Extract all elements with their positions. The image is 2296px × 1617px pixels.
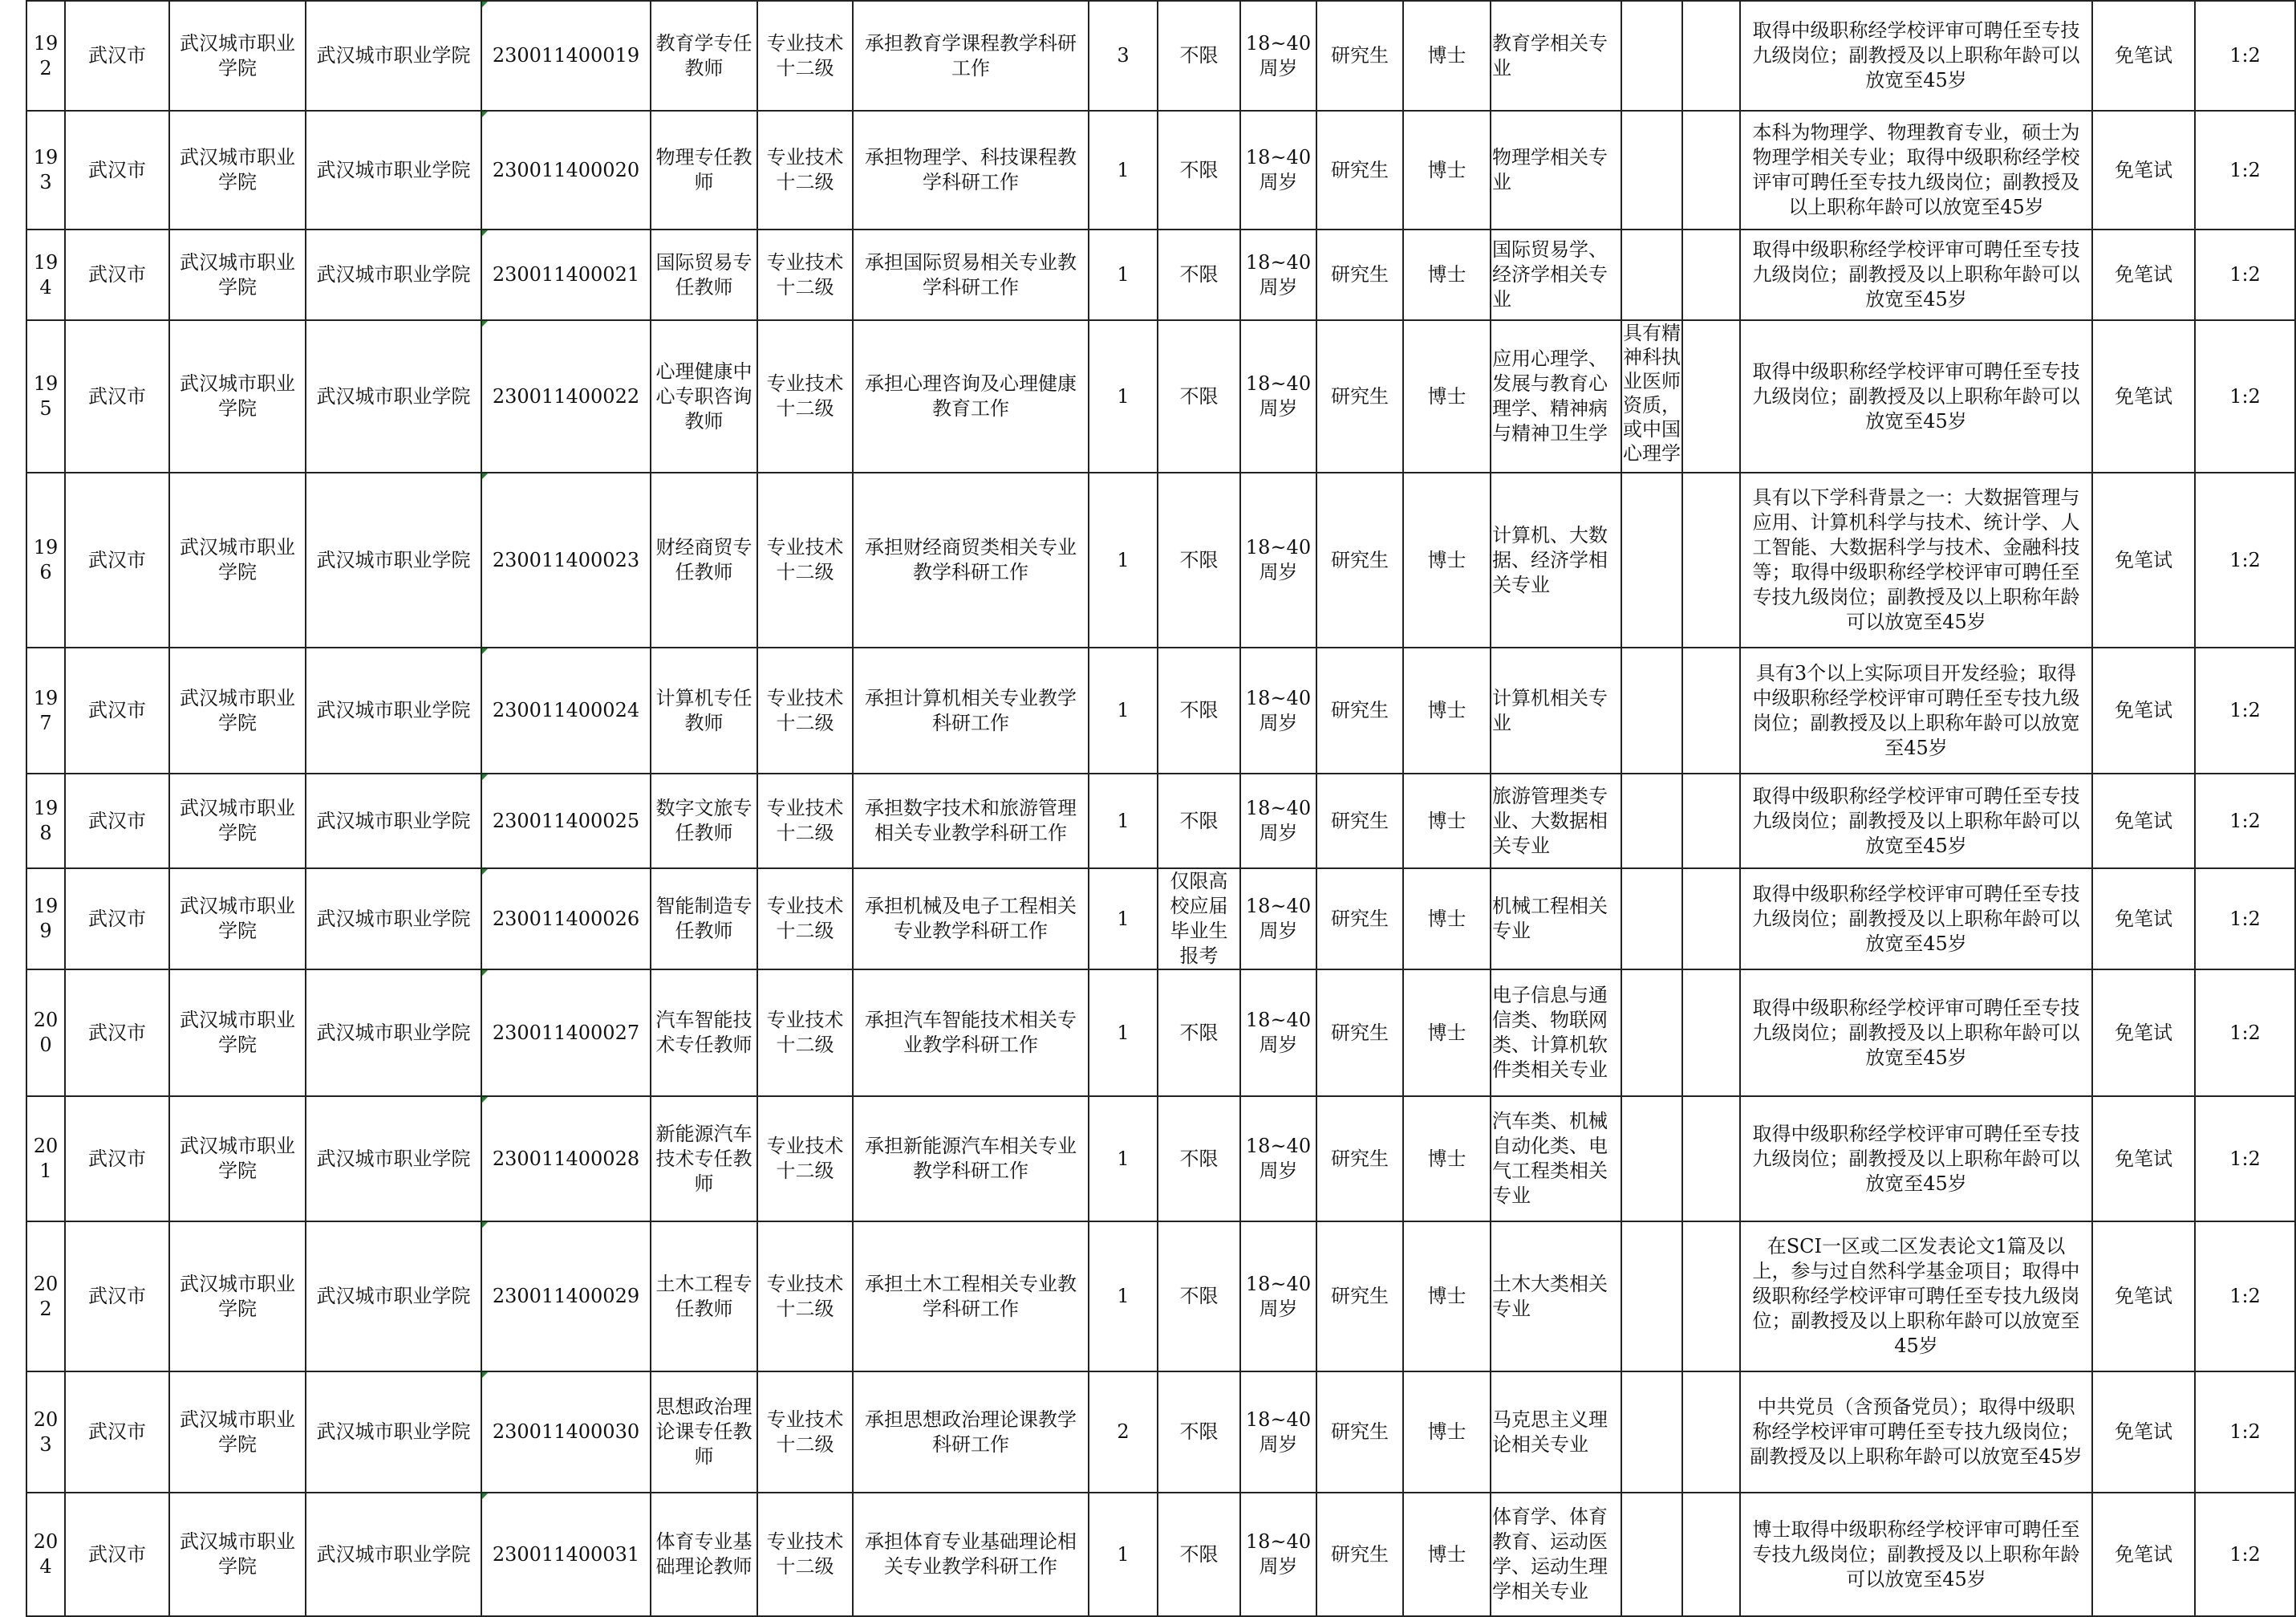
duty-description-cell: 承担体育专业基础理论相关专业教学科研工作	[853, 1493, 1089, 1616]
duty-description-cell: 承担土木工程相关专业教学科研工作	[853, 1221, 1089, 1371]
headcount-cell: 1	[1089, 774, 1158, 868]
other-requirement-cell	[1682, 1221, 1740, 1371]
department-cell: 武汉城市职业学院	[169, 111, 306, 230]
headcount-cell: 1	[1089, 969, 1158, 1096]
headcount-cell: 1	[1089, 111, 1158, 230]
certificate-requirement-cell	[1621, 230, 1682, 320]
position-level-cell: 专业技术十二级	[757, 1, 853, 111]
duty-description-cell: 承担思想政治理论课教学科研工作	[853, 1371, 1089, 1493]
position-code-cell: 230011400026	[481, 868, 651, 969]
position-level-cell: 专业技术十二级	[757, 111, 853, 230]
education-cell: 研究生	[1316, 111, 1403, 230]
city-cell: 武汉市	[65, 1, 169, 111]
headcount-cell: 1	[1089, 1493, 1158, 1616]
applicant-scope-cell: 不限	[1158, 473, 1240, 648]
position-level-cell: 专业技术十二级	[757, 320, 853, 473]
major-requirement-cell: 物理学相关专业	[1491, 111, 1621, 230]
other-requirement-cell	[1682, 1, 1740, 111]
other-requirement-cell	[1682, 868, 1740, 969]
major-requirement-cell: 应用心理学、发展与教育心理学、精神病与精神卫生学	[1491, 320, 1621, 473]
headcount-cell: 1	[1089, 473, 1158, 648]
exam-type-cell: 免笔试	[2092, 648, 2195, 774]
degree-cell: 博士	[1403, 1096, 1491, 1221]
education-cell: 研究生	[1316, 868, 1403, 969]
exam-type-cell: 免笔试	[2092, 868, 2195, 969]
department-cell: 武汉城市职业学院	[169, 1221, 306, 1371]
remark-cell: 在SCI一区或二区发表论文1篇及以上，参与过自然科学基金项目；取得中级职称经学校评审可聘任至专技九级岗位；副教授及以上职称年龄可以放宽至45岁	[1740, 1221, 2092, 1371]
headcount-cell: 2	[1089, 1371, 1158, 1493]
certificate-requirement-cell: 具有精神科执业医师资质，或中国心理学	[1621, 320, 1682, 473]
table-row	[26, 969, 2295, 1096]
other-requirement-cell	[1682, 774, 1740, 868]
other-requirement-cell	[1682, 1096, 1740, 1221]
position-level-cell: 专业技术十二级	[757, 774, 853, 868]
position-name-cell: 物理专任教师	[651, 111, 757, 230]
city-cell: 武汉市	[65, 648, 169, 774]
employer-cell: 武汉城市职业学院	[306, 473, 481, 648]
major-requirement-cell: 计算机、大数据、经济学相关专业	[1491, 473, 1621, 648]
employer-cell: 武汉城市职业学院	[306, 774, 481, 868]
education-cell: 研究生	[1316, 1, 1403, 111]
certificate-requirement-cell	[1621, 969, 1682, 1096]
major-requirement-cell: 马克思主义理论相关专业	[1491, 1371, 1621, 1493]
position-code-cell: 230011400028	[481, 1096, 651, 1221]
interview-ratio-cell: 1:2	[2195, 230, 2295, 320]
department-cell: 武汉城市职业学院	[169, 1493, 306, 1616]
interview-ratio-cell: 1:2	[2195, 473, 2295, 648]
major-requirement-cell: 计算机相关专业	[1491, 648, 1621, 774]
age-requirement-cell: 18~40周岁	[1240, 774, 1316, 868]
department-cell: 武汉城市职业学院	[169, 1096, 306, 1221]
age-requirement-cell: 18~40周岁	[1240, 320, 1316, 473]
certificate-requirement-cell	[1621, 473, 1682, 648]
other-requirement-cell	[1682, 1493, 1740, 1616]
interview-ratio-cell: 1:2	[2195, 868, 2295, 969]
position-code-cell: 230011400024	[481, 648, 651, 774]
department-cell: 武汉城市职业学院	[169, 648, 306, 774]
applicant-scope-cell: 仅限高校应届毕业生报考	[1158, 868, 1240, 969]
remark-cell: 取得中级职称经学校评审可聘任至专技九级岗位；副教授及以上职称年龄可以放宽至45岁	[1740, 774, 2092, 868]
remark-cell: 具有3个以上实际项目开发经验；取得中级职称经学校评审可聘任至专技九级岗位；副教授及以上职称年龄可以放宽至45岁	[1740, 648, 2092, 774]
age-requirement-cell: 18~40周岁	[1240, 1, 1316, 111]
duty-description-cell: 承担教育学课程教学科研工作	[853, 1, 1089, 111]
table-row	[26, 320, 2295, 473]
interview-ratio-cell: 1:2	[2195, 1371, 2295, 1493]
city-cell: 武汉市	[65, 320, 169, 473]
other-requirement-cell	[1682, 1371, 1740, 1493]
applicant-scope-cell: 不限	[1158, 969, 1240, 1096]
exam-type-cell: 免笔试	[2092, 1221, 2195, 1371]
position-level-cell: 专业技术十二级	[757, 1493, 853, 1616]
major-requirement-cell: 国际贸易学、经济学相关专业	[1491, 230, 1621, 320]
table-row	[26, 1493, 2295, 1616]
table-row	[26, 1, 2295, 111]
position-level-cell: 专业技术十二级	[757, 1371, 853, 1493]
interview-ratio-cell: 1:2	[2195, 111, 2295, 230]
department-cell: 武汉城市职业学院	[169, 969, 306, 1096]
headcount-cell: 1	[1089, 1096, 1158, 1221]
row-number: 197	[26, 648, 65, 774]
remark-cell: 具有以下学科背景之一：大数据管理与应用、计算机科学与技术、统计学、人工智能、大数据科学与技术、金融科技等；取得中级职称经学校评审可聘任至专技九级岗位；副教授及以上职称年龄可以放宽至45岁	[1740, 473, 2092, 648]
position-name-cell: 新能源汽车技术专任教师	[651, 1096, 757, 1221]
duty-description-cell: 承担汽车智能技术相关专业教学科研工作	[853, 969, 1089, 1096]
position-name-cell: 数字文旅专任教师	[651, 774, 757, 868]
applicant-scope-cell: 不限	[1158, 320, 1240, 473]
major-requirement-cell: 体育学、体育教育、运动医学、运动生理学相关专业	[1491, 1493, 1621, 1616]
degree-cell: 博士	[1403, 473, 1491, 648]
duty-description-cell: 承担物理学、科技课程教学科研工作	[853, 111, 1089, 230]
age-requirement-cell: 18~40周岁	[1240, 969, 1316, 1096]
exam-type-cell: 免笔试	[2092, 230, 2195, 320]
remark-cell: 取得中级职称经学校评审可聘任至专技九级岗位；副教授及以上职称年龄可以放宽至45岁	[1740, 320, 2092, 473]
position-level-cell: 专业技术十二级	[757, 1221, 853, 1371]
duty-description-cell: 承担数字技术和旅游管理相关专业教学科研工作	[853, 774, 1089, 868]
city-cell: 武汉市	[65, 969, 169, 1096]
table-row	[26, 868, 2295, 969]
row-number: 203	[26, 1371, 65, 1493]
row-number: 194	[26, 230, 65, 320]
other-requirement-cell	[1682, 473, 1740, 648]
age-requirement-cell: 18~40周岁	[1240, 1221, 1316, 1371]
position-code-cell: 230011400019	[481, 1, 651, 111]
education-cell: 研究生	[1316, 774, 1403, 868]
certificate-requirement-cell	[1621, 1493, 1682, 1616]
department-cell: 武汉城市职业学院	[169, 774, 306, 868]
duty-description-cell: 承担新能源汽车相关专业教学科研工作	[853, 1096, 1089, 1221]
applicant-scope-cell: 不限	[1158, 774, 1240, 868]
interview-ratio-cell: 1:2	[2195, 969, 2295, 1096]
certificate-requirement-cell	[1621, 648, 1682, 774]
interview-ratio-cell: 1:2	[2195, 648, 2295, 774]
city-cell: 武汉市	[65, 868, 169, 969]
headcount-cell: 1	[1089, 648, 1158, 774]
employer-cell: 武汉城市职业学院	[306, 320, 481, 473]
major-requirement-cell: 汽车类、机械自动化类、电气工程类相关专业	[1491, 1096, 1621, 1221]
row-number: 200	[26, 969, 65, 1096]
duty-description-cell: 承担计算机相关专业教学科研工作	[853, 648, 1089, 774]
applicant-scope-cell: 不限	[1158, 230, 1240, 320]
position-level-cell: 专业技术十二级	[757, 1096, 853, 1221]
position-name-cell: 心理健康中心专职咨询教师	[651, 320, 757, 473]
city-cell: 武汉市	[65, 230, 169, 320]
degree-cell: 博士	[1403, 1493, 1491, 1616]
department-cell: 武汉城市职业学院	[169, 1371, 306, 1493]
age-requirement-cell: 18~40周岁	[1240, 868, 1316, 969]
education-cell: 研究生	[1316, 1096, 1403, 1221]
position-name-cell: 汽车智能技术专任教师	[651, 969, 757, 1096]
department-cell: 武汉城市职业学院	[169, 473, 306, 648]
position-level-cell: 专业技术十二级	[757, 648, 853, 774]
age-requirement-cell: 18~40周岁	[1240, 1493, 1316, 1616]
other-requirement-cell	[1682, 648, 1740, 774]
headcount-cell: 1	[1089, 320, 1158, 473]
exam-type-cell: 免笔试	[2092, 473, 2195, 648]
table-row	[26, 1371, 2295, 1493]
applicant-scope-cell: 不限	[1158, 1221, 1240, 1371]
row-number: 195	[26, 320, 65, 473]
position-name-cell: 教育学专任教师	[651, 1, 757, 111]
table-row	[26, 473, 2295, 648]
position-code-cell: 230011400020	[481, 111, 651, 230]
interview-ratio-cell: 1:2	[2195, 1096, 2295, 1221]
age-requirement-cell: 18~40周岁	[1240, 648, 1316, 774]
remark-cell: 取得中级职称经学校评审可聘任至专技九级岗位；副教授及以上职称年龄可以放宽至45岁	[1740, 969, 2092, 1096]
degree-cell: 博士	[1403, 320, 1491, 473]
degree-cell: 博士	[1403, 1, 1491, 111]
remark-cell: 本科为物理学、物理教育专业，硕士为物理学相关专业；取得中级职称经学校评审可聘任至专技九级岗位；副教授及以上职称年龄可以放宽至45岁	[1740, 111, 2092, 230]
exam-type-cell: 免笔试	[2092, 1096, 2195, 1221]
row-number: 204	[26, 1493, 65, 1616]
degree-cell: 博士	[1403, 868, 1491, 969]
other-requirement-cell	[1682, 969, 1740, 1096]
exam-type-cell: 免笔试	[2092, 969, 2195, 1096]
age-requirement-cell: 18~40周岁	[1240, 473, 1316, 648]
employer-cell: 武汉城市职业学院	[306, 1096, 481, 1221]
applicant-scope-cell: 不限	[1158, 1, 1240, 111]
applicant-scope-cell: 不限	[1158, 1493, 1240, 1616]
certificate-requirement-cell	[1621, 774, 1682, 868]
interview-ratio-cell: 1:2	[2195, 1221, 2295, 1371]
position-code-cell: 230011400030	[481, 1371, 651, 1493]
position-code-cell: 230011400029	[481, 1221, 651, 1371]
employer-cell: 武汉城市职业学院	[306, 648, 481, 774]
remark-cell: 取得中级职称经学校评审可聘任至专技九级岗位；副教授及以上职称年龄可以放宽至45岁	[1740, 1096, 2092, 1221]
city-cell: 武汉市	[65, 1493, 169, 1616]
education-cell: 研究生	[1316, 320, 1403, 473]
interview-ratio-cell: 1:2	[2195, 1, 2295, 111]
position-code-cell: 230011400022	[481, 320, 651, 473]
degree-cell: 博士	[1403, 1371, 1491, 1493]
row-number: 201	[26, 1096, 65, 1221]
department-cell: 武汉城市职业学院	[169, 1, 306, 111]
position-level-cell: 专业技术十二级	[757, 230, 853, 320]
education-cell: 研究生	[1316, 1493, 1403, 1616]
remark-cell: 中共党员（含预备党员）；取得中级职称经学校评审可聘任至专技九级岗位；副教授及以上职称年龄可以放宽至45岁	[1740, 1371, 2092, 1493]
position-name-cell: 计算机专任教师	[651, 648, 757, 774]
position-code-cell: 230011400027	[481, 969, 651, 1096]
age-requirement-cell: 18~40周岁	[1240, 230, 1316, 320]
city-cell: 武汉市	[65, 111, 169, 230]
education-cell: 研究生	[1316, 473, 1403, 648]
city-cell: 武汉市	[65, 1371, 169, 1493]
employer-cell: 武汉城市职业学院	[306, 1493, 481, 1616]
duty-description-cell: 承担心理咨询及心理健康教育工作	[853, 320, 1089, 473]
duty-description-cell: 承担机械及电子工程相关专业教学科研工作	[853, 868, 1089, 969]
position-level-cell: 专业技术十二级	[757, 969, 853, 1096]
position-name-cell: 土木工程专任教师	[651, 1221, 757, 1371]
city-cell: 武汉市	[65, 1096, 169, 1221]
table-row	[26, 111, 2295, 230]
exam-type-cell: 免笔试	[2092, 774, 2195, 868]
degree-cell: 博士	[1403, 774, 1491, 868]
recruitment-table	[26, 0, 2296, 1617]
certificate-requirement-cell	[1621, 868, 1682, 969]
remark-cell: 博士取得中级职称经学校评审可聘任至专技九级岗位；副教授及以上职称年龄可以放宽至45岁	[1740, 1493, 2092, 1616]
major-requirement-cell: 机械工程相关专业	[1491, 868, 1621, 969]
position-name-cell: 国际贸易专任教师	[651, 230, 757, 320]
major-requirement-cell: 教育学相关专业	[1491, 1, 1621, 111]
exam-type-cell: 免笔试	[2092, 1, 2195, 111]
employer-cell: 武汉城市职业学院	[306, 868, 481, 969]
interview-ratio-cell: 1:2	[2195, 320, 2295, 473]
position-name-cell: 智能制造专任教师	[651, 868, 757, 969]
education-cell: 研究生	[1316, 1221, 1403, 1371]
position-code-cell: 230011400021	[481, 230, 651, 320]
row-number: 192	[26, 1, 65, 111]
department-cell: 武汉城市职业学院	[169, 868, 306, 969]
headcount-cell: 3	[1089, 1, 1158, 111]
table-row	[26, 648, 2295, 774]
interview-ratio-cell: 1:2	[2195, 1493, 2295, 1616]
degree-cell: 博士	[1403, 230, 1491, 320]
certificate-requirement-cell	[1621, 1096, 1682, 1221]
position-name-cell: 体育专业基础理论教师	[651, 1493, 757, 1616]
position-code-cell: 230011400025	[481, 774, 651, 868]
certificate-requirement-cell	[1621, 1371, 1682, 1493]
remark-cell: 取得中级职称经学校评审可聘任至专技九级岗位；副教授及以上职称年龄可以放宽至45岁	[1740, 868, 2092, 969]
department-cell: 武汉城市职业学院	[169, 230, 306, 320]
city-cell: 武汉市	[65, 1221, 169, 1371]
degree-cell: 博士	[1403, 969, 1491, 1096]
major-requirement-cell: 土木大类相关专业	[1491, 1221, 1621, 1371]
position-name-cell: 思想政治理论课专任教师	[651, 1371, 757, 1493]
city-cell: 武汉市	[65, 774, 169, 868]
city-cell: 武汉市	[65, 473, 169, 648]
applicant-scope-cell: 不限	[1158, 1371, 1240, 1493]
degree-cell: 博士	[1403, 1221, 1491, 1371]
other-requirement-cell	[1682, 111, 1740, 230]
duty-description-cell: 承担国际贸易相关专业教学科研工作	[853, 230, 1089, 320]
certificate-requirement-cell	[1621, 1, 1682, 111]
department-cell: 武汉城市职业学院	[169, 320, 306, 473]
headcount-cell: 1	[1089, 230, 1158, 320]
employer-cell: 武汉城市职业学院	[306, 969, 481, 1096]
employer-cell: 武汉城市职业学院	[306, 111, 481, 230]
position-level-cell: 专业技术十二级	[757, 868, 853, 969]
remark-cell: 取得中级职称经学校评审可聘任至专技九级岗位；副教授及以上职称年龄可以放宽至45岁	[1740, 230, 2092, 320]
major-requirement-cell: 旅游管理类专业、大数据相关专业	[1491, 774, 1621, 868]
education-cell: 研究生	[1316, 648, 1403, 774]
certificate-requirement-cell	[1621, 111, 1682, 230]
table-row	[26, 1096, 2295, 1221]
other-requirement-cell	[1682, 230, 1740, 320]
row-number: 198	[26, 774, 65, 868]
exam-type-cell: 免笔试	[2092, 1371, 2195, 1493]
other-requirement-cell	[1682, 320, 1740, 473]
row-number: 196	[26, 473, 65, 648]
degree-cell: 博士	[1403, 648, 1491, 774]
applicant-scope-cell: 不限	[1158, 111, 1240, 230]
row-number: 199	[26, 868, 65, 969]
remark-cell: 取得中级职称经学校评审可聘任至专技九级岗位；副教授及以上职称年龄可以放宽至45岁	[1740, 1, 2092, 111]
table-body	[26, 1, 2295, 1616]
duty-description-cell: 承担财经商贸类相关专业教学科研工作	[853, 473, 1089, 648]
age-requirement-cell: 18~40周岁	[1240, 111, 1316, 230]
interview-ratio-cell: 1:2	[2195, 774, 2295, 868]
headcount-cell: 1	[1089, 868, 1158, 969]
exam-type-cell: 免笔试	[2092, 320, 2195, 473]
table-row	[26, 230, 2295, 320]
row-number: 193	[26, 111, 65, 230]
applicant-scope-cell: 不限	[1158, 1096, 1240, 1221]
age-requirement-cell: 18~40周岁	[1240, 1371, 1316, 1493]
position-code-cell: 230011400031	[481, 1493, 651, 1616]
degree-cell: 博士	[1403, 111, 1491, 230]
headcount-cell: 1	[1089, 1221, 1158, 1371]
employer-cell: 武汉城市职业学院	[306, 1, 481, 111]
row-number: 202	[26, 1221, 65, 1371]
applicant-scope-cell: 不限	[1158, 648, 1240, 774]
table-row	[26, 774, 2295, 868]
education-cell: 研究生	[1316, 1371, 1403, 1493]
position-name-cell: 财经商贸专任教师	[651, 473, 757, 648]
position-code-cell: 230011400023	[481, 473, 651, 648]
employer-cell: 武汉城市职业学院	[306, 230, 481, 320]
major-requirement-cell: 电子信息与通信类、物联网类、计算机软件类相关专业	[1491, 969, 1621, 1096]
employer-cell: 武汉城市职业学院	[306, 1371, 481, 1493]
age-requirement-cell: 18~40周岁	[1240, 1096, 1316, 1221]
exam-type-cell: 免笔试	[2092, 111, 2195, 230]
education-cell: 研究生	[1316, 230, 1403, 320]
exam-type-cell: 免笔试	[2092, 1493, 2195, 1616]
education-cell: 研究生	[1316, 969, 1403, 1096]
certificate-requirement-cell	[1621, 1221, 1682, 1371]
employer-cell: 武汉城市职业学院	[306, 1221, 481, 1371]
table-row	[26, 1221, 2295, 1371]
position-level-cell: 专业技术十二级	[757, 473, 853, 648]
